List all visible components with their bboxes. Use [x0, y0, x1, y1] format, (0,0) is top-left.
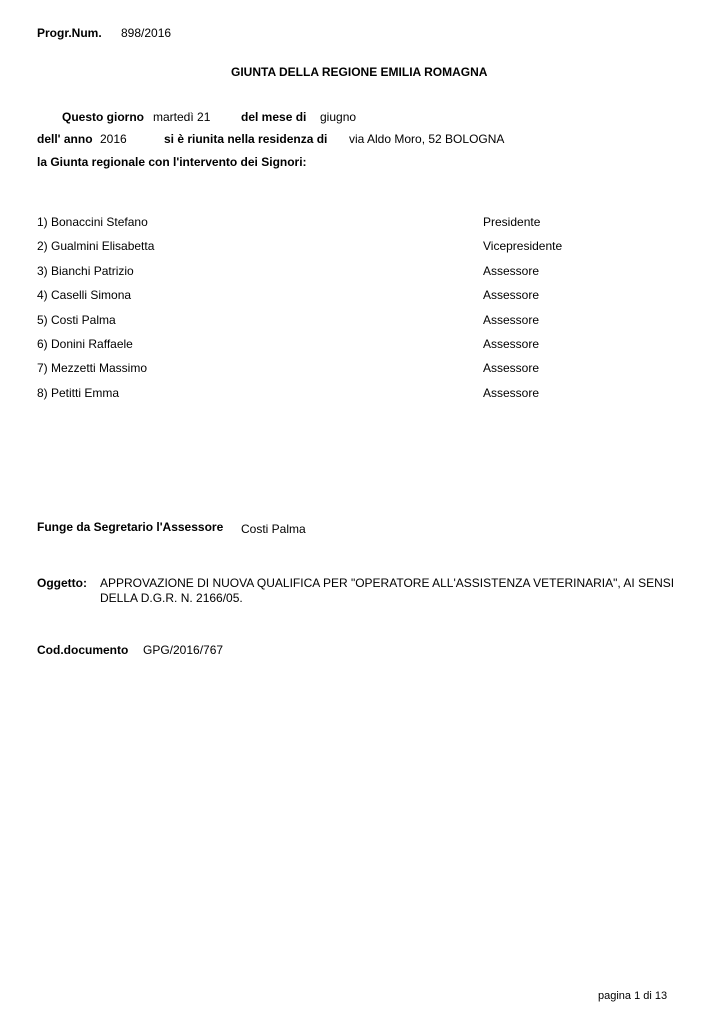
page-number: pagina 1 di 13: [598, 990, 668, 1002]
document-code-label: Cod.documento: [37, 643, 129, 657]
member-name: 2) Gualmini Elisabetta: [37, 239, 155, 253]
secretary-label: Funge da Segretario l'Assessore: [37, 520, 224, 534]
subject-text: APPROVAZIONE DI NUOVA QUALIFICA PER "OPERATORE ALL'ASSISTENZA VETERINARIA", AI SENSI DELLA D.G.R. N. 2166/05.: [100, 576, 675, 605]
attendance-intro: la Giunta regionale con l'intervento dei Signori:: [37, 155, 307, 169]
member-name: 4) Caselli Simona: [37, 288, 132, 302]
progr-num-value: 898/2016: [121, 26, 172, 40]
member-role: Vicepresidente: [483, 239, 563, 253]
document-code-value: GPG/2016/767: [143, 643, 224, 657]
subject-label: Oggetto:: [37, 576, 87, 590]
month-value: giugno: [320, 110, 357, 124]
residence-value: via Aldo Moro, 52 BOLOGNA: [349, 132, 505, 146]
year-label: dell' anno: [37, 132, 93, 146]
member-role: Assessore: [483, 313, 540, 327]
progr-num-label: Progr.Num.: [37, 26, 102, 40]
secretary-value: Costi Palma: [241, 522, 306, 536]
member-name: 8) Petitti Emma: [37, 386, 120, 400]
member-name: 1) Bonaccini Stefano: [37, 215, 148, 229]
member-name: 5) Costi Palma: [37, 313, 116, 327]
member-role: Assessore: [483, 288, 540, 302]
member-name: 3) Bianchi Patrizio: [37, 264, 134, 278]
member-role: Assessore: [483, 337, 540, 351]
residence-label: si è riunita nella residenza di: [164, 132, 328, 146]
member-role: Assessore: [483, 386, 540, 400]
member-role: Assessore: [483, 361, 540, 375]
day-label: Questo giorno: [62, 110, 144, 124]
member-role: Presidente: [483, 215, 541, 229]
month-label: del mese di: [241, 110, 307, 124]
document-title: GIUNTA DELLA REGIONE EMILIA ROMAGNA: [231, 65, 488, 79]
day-value: martedì 21: [153, 110, 211, 124]
member-role: Assessore: [483, 264, 540, 278]
member-name: 7) Mezzetti Massimo: [37, 361, 148, 375]
year-value: 2016: [100, 132, 127, 146]
member-name: 6) Donini Raffaele: [37, 337, 133, 351]
